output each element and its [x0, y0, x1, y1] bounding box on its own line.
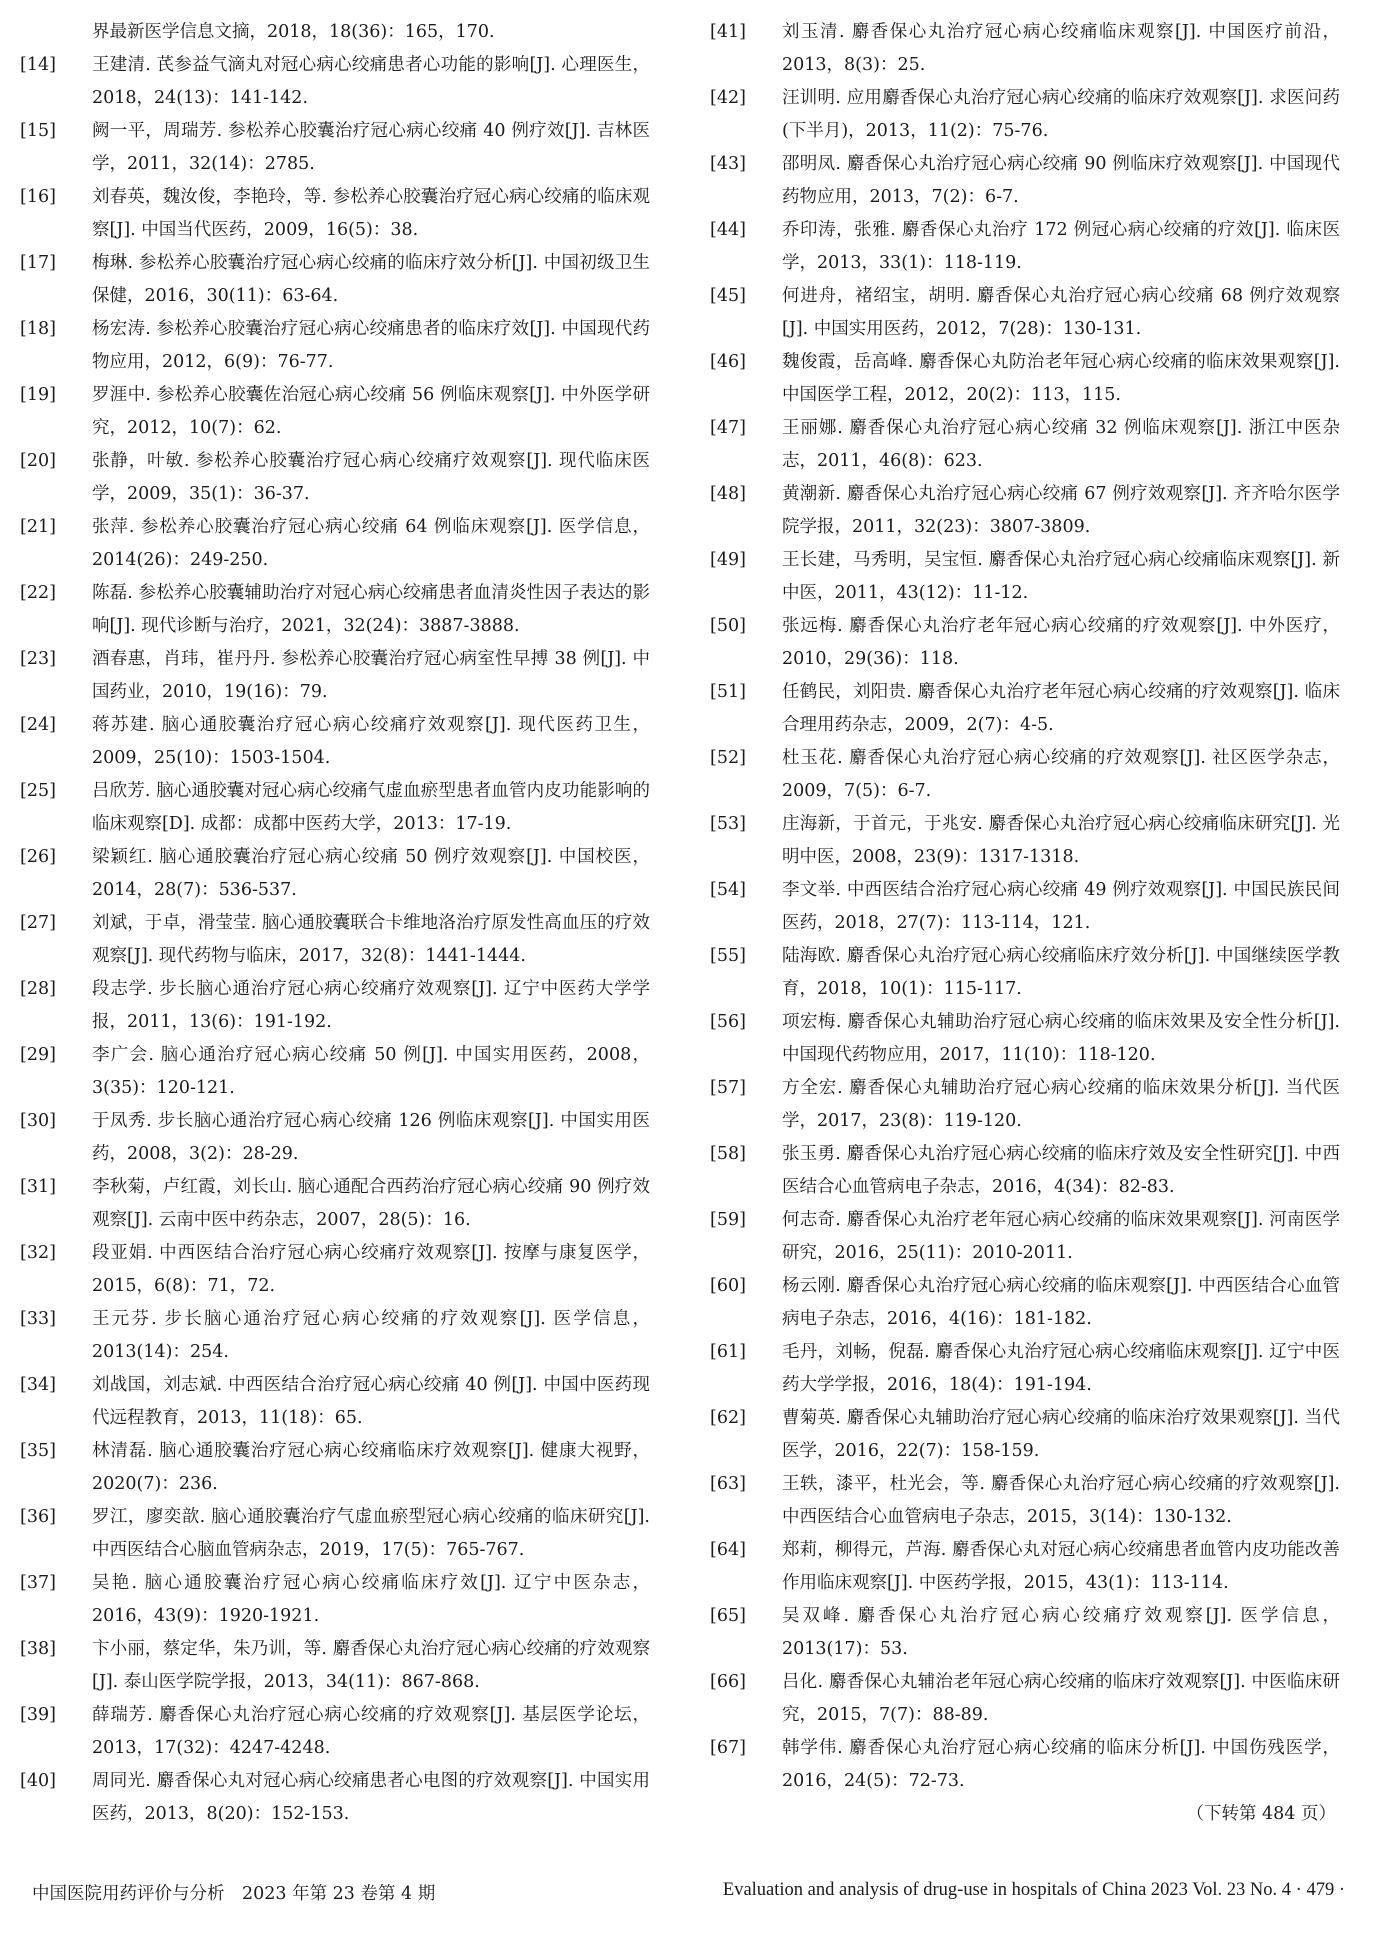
- reference-text: 李秋菊，卢红霞，刘长山. 脑心通配合西药治疗冠心病心绞痛 90 例疗效观察[J]. 云南中医中药杂志，2007，28(5)：16.: [92, 1177, 650, 1230]
- reference-item: [10, 16, 650, 49]
- reference-text: 任鹤民，刘阳贵. 麝香保心丸治疗老年冠心病心绞痛的疗效观察[J]. 临床合理用药杂志，2009，2(7)：4-5.: [782, 682, 1340, 735]
- reference-item: [700, 808, 1340, 874]
- reference-item: [10, 1633, 650, 1699]
- reference-number: [39]: [20, 1705, 56, 1725]
- reference-text: 王建清. 芪参益气滴丸对冠心病心绞痛患者心功能的影响[J]. 心理医生，2018，24(13)：141-142.: [92, 55, 650, 108]
- reference-text: 黄潮新. 麝香保心丸治疗冠心病心绞痛 67 例疗效观察[J]. 齐齐哈尔医学院学报，2011，32(23)：3807-3809.: [782, 484, 1340, 537]
- reference-number: [28]: [20, 979, 56, 999]
- reference-text: 陆海欧. 麝香保心丸治疗冠心病心绞痛临床疗效分析[J]. 中国继续医学教育，2018，10(1)：115-117.: [782, 946, 1340, 999]
- reference-text: 刘玉清. 麝香保心丸治疗冠心病心绞痛临床观察[J]. 中国医疗前沿，2013，8(3)：25.: [782, 22, 1340, 75]
- reference-number: [47]: [710, 418, 746, 438]
- reference-item: [10, 247, 650, 313]
- reference-number: [19]: [20, 385, 56, 405]
- reference-item: [10, 577, 650, 643]
- reference-text: 罗涯中. 参松养心胶囊佐治冠心病心绞痛 56 例临床观察[J]. 中外医学研究，2012，10(7)：62.: [92, 385, 650, 438]
- reference-item: [10, 49, 650, 115]
- reference-text: 段志学. 步长脑心通治疗冠心病心绞痛疗效观察[J]. 辽宁中医药大学学报，2011，13(6)：191-192.: [92, 979, 650, 1032]
- reference-text: 吕化. 麝香保心丸辅治老年冠心病心绞痛的临床疗效观察[J]. 中医临床研究，2015，7(7)：88-89.: [782, 1672, 1340, 1725]
- reference-item: [700, 1600, 1340, 1666]
- reference-text: 薛瑞芳. 麝香保心丸治疗冠心病心绞痛的疗效观察[J]. 基层医学论坛，2013，17(32)：4247-4248.: [92, 1705, 650, 1758]
- reference-number: [22]: [20, 583, 56, 603]
- reference-text: 杜玉花. 麝香保心丸治疗冠心病心绞痛的疗效观察[J]. 社区医学杂志，2009，7(5)：6-7.: [782, 748, 1340, 801]
- reference-number: [21]: [20, 517, 56, 537]
- reference-item: [700, 1336, 1340, 1402]
- reference-item: [700, 676, 1340, 742]
- reference-text: 界最新医学信息文摘，2018，18(36)：165，170.: [92, 22, 495, 42]
- reference-item: [10, 709, 650, 775]
- reference-number: [66]: [710, 1672, 746, 1692]
- reference-item: [10, 1567, 650, 1633]
- reference-item: [10, 973, 650, 1039]
- reference-text: 陈磊. 参松养心胶囊辅助治疗对冠心病心绞痛患者血清炎性因子表达的影响[J]. 现代诊断与治疗，2021，32(24)：3887-3888.: [92, 583, 650, 636]
- reference-number: [35]: [20, 1441, 56, 1461]
- reference-number: [16]: [20, 187, 56, 207]
- reference-number: [25]: [20, 781, 56, 801]
- reference-item: [700, 1072, 1340, 1138]
- reference-number: [31]: [20, 1177, 56, 1197]
- reference-text: 何志奇. 麝香保心丸治疗老年冠心病心绞痛的临床效果观察[J]. 河南医学研究，2016，25(11)：2010-2011.: [782, 1210, 1340, 1263]
- reference-item: [10, 1105, 650, 1171]
- reference-number: [20]: [20, 451, 56, 471]
- reference-text: 杨云刚. 麝香保心丸治疗冠心病心绞痛的临床观察[J]. 中西医结合心血管病电子杂志，2016，4(16)：181-182.: [782, 1276, 1340, 1329]
- footer-journal-cn: 中国医院用药评价与分析 2023 年第 23 卷第 4 期: [32, 1884, 436, 1904]
- reference-text: 汪训明. 应用麝香保心丸治疗冠心病心绞痛的临床疗效观察[J]. 求医问药(下半月)，2013，11(2)：75-76.: [782, 88, 1340, 141]
- reference-item: [700, 1666, 1340, 1732]
- reference-number: [18]: [20, 319, 56, 339]
- reference-number: [64]: [710, 1540, 746, 1560]
- reference-text: 王丽娜. 麝香保心丸治疗冠心病心绞痛 32 例临床观察[J]. 浙江中医杂志，2011，46(8)：623.: [782, 418, 1340, 471]
- reference-text: 李广会. 脑心通治疗冠心病心绞痛 50 例[J]. 中国实用医药，2008，3(35)：120-121.: [92, 1045, 650, 1098]
- reference-number: [52]: [710, 748, 746, 768]
- reference-number: [61]: [710, 1342, 746, 1362]
- reference-text: 王长建，马秀明，吴宝恒. 麝香保心丸治疗冠心病心绞痛临床观察[J]. 新中医，2011，43(12)：11-12.: [782, 550, 1340, 603]
- reference-number: [44]: [710, 220, 746, 240]
- reference-text: 于凤秀. 步长脑心通治疗冠心病心绞痛 126 例临床观察[J]. 中国实用医药，2008，3(2)：28-29.: [92, 1111, 650, 1164]
- reference-item: [10, 907, 650, 973]
- reference-item: [10, 1303, 650, 1369]
- reference-number: [62]: [710, 1408, 746, 1428]
- reference-number: [32]: [20, 1243, 56, 1263]
- reference-item: [700, 1732, 1340, 1798]
- reference-text: 梁颖红. 脑心通胶囊治疗冠心病心绞痛 50 例疗效观察[J]. 中国校医，2014，28(7)：536-537.: [92, 847, 650, 900]
- reference-number: [27]: [20, 913, 56, 933]
- right-column: [700, 16, 1340, 1831]
- reference-item: [10, 115, 650, 181]
- reference-item: [700, 610, 1340, 676]
- reference-item: [10, 1039, 650, 1105]
- reference-text: 刘战国，刘志斌. 中西医结合治疗冠心病心绞痛 40 例[J]. 中国中医药现代远程教育，2013，11(18)：65.: [92, 1375, 650, 1428]
- reference-number: [59]: [710, 1210, 746, 1230]
- reference-number: [34]: [20, 1375, 56, 1395]
- reference-text: 段亚娟. 中西医结合治疗冠心病心绞痛疗效观察[J]. 按摩与康复医学，2015，6(8)：71，72.: [92, 1243, 650, 1296]
- reference-text: 毛丹，刘畅，倪磊. 麝香保心丸治疗冠心病心绞痛临床观察[J]. 辽宁中医药大学学报，2016，18(4)：191-194.: [782, 1342, 1340, 1395]
- reference-item: [700, 214, 1340, 280]
- reference-number: [46]: [710, 352, 746, 372]
- reference-number: [65]: [710, 1606, 746, 1626]
- reference-number: [30]: [20, 1111, 56, 1131]
- reference-item: [10, 313, 650, 379]
- reference-number: [38]: [20, 1639, 56, 1659]
- reference-number: [51]: [710, 682, 746, 702]
- reference-number: [33]: [20, 1309, 56, 1329]
- reference-number: [17]: [20, 253, 56, 273]
- reference-text: 杨宏涛. 参松养心胶囊治疗冠心病心绞痛患者的临床疗效[J]. 中国现代药物应用，2012，6(9)：76-77.: [92, 319, 650, 372]
- reference-item: [10, 775, 650, 841]
- reference-number: [63]: [710, 1474, 746, 1494]
- reference-number: [49]: [710, 550, 746, 570]
- reference-text: 吴双峰. 麝香保心丸治疗冠心病心绞痛疗效观察[J]. 医学信息，2013(17)：53.: [782, 1606, 1340, 1659]
- reference-text: 项宏梅. 麝香保心丸辅助治疗冠心病心绞痛的临床效果及安全性分析[J]. 中国现代药物应用，2017，11(10)：118-120.: [782, 1012, 1340, 1065]
- reference-number: [57]: [710, 1078, 746, 1098]
- reference-number: [24]: [20, 715, 56, 735]
- reference-number: [41]: [710, 22, 746, 42]
- reference-text: 周同光. 麝香保心丸对冠心病心绞痛患者心电图的疗效观察[J]. 中国实用医药，2013，8(20)：152-153.: [92, 1771, 650, 1824]
- reference-item: [10, 1435, 650, 1501]
- reference-item: [700, 1138, 1340, 1204]
- reference-text: 蒋苏建. 脑心通胶囊治疗冠心病心绞痛疗效观察[J]. 现代医药卫生，2009，25(10)：1503-1504.: [92, 715, 650, 768]
- reference-number: [15]: [20, 121, 56, 141]
- reference-text: 郑莉，柳得元，芦海. 麝香保心丸对冠心病心绞痛患者血管内皮功能改善作用临床观察[J]. 中医药学报，2015，43(1)：113-114.: [782, 1540, 1340, 1593]
- reference-number: [23]: [20, 649, 56, 669]
- reference-number: [42]: [710, 88, 746, 108]
- reference-number: [36]: [20, 1507, 56, 1527]
- reference-item: [10, 1171, 650, 1237]
- reference-item: [700, 1006, 1340, 1072]
- reference-item: [700, 544, 1340, 610]
- reference-number: [53]: [710, 814, 746, 834]
- reference-text: 王元芬. 步长脑心通治疗冠心病心绞痛的疗效观察[J]. 医学信息，2013(14)：254.: [92, 1309, 650, 1362]
- left-column: [10, 16, 650, 1831]
- reference-item: [10, 1765, 650, 1831]
- page-footer: [32, 1880, 1345, 1905]
- reference-item: [10, 181, 650, 247]
- reference-item: [700, 1402, 1340, 1468]
- reference-number: [67]: [710, 1738, 746, 1758]
- reference-number: [58]: [710, 1144, 746, 1164]
- continued-note: （下转第 484 页）: [1186, 1804, 1336, 1824]
- reference-item: [10, 841, 650, 907]
- reference-number: [48]: [710, 484, 746, 504]
- reference-text: 王轶，漆平，杜光会，等. 麝香保心丸治疗冠心病心绞痛的疗效观察[J]. 中西医结合心血管病电子杂志，2015，3(14)：130-132.: [782, 1474, 1340, 1527]
- reference-item: [700, 1270, 1340, 1336]
- reference-number: [45]: [710, 286, 746, 306]
- reference-text: 韩学伟. 麝香保心丸治疗冠心病心绞痛的临床分析[J]. 中国伤残医学，2016，24(5)：72-73.: [782, 1738, 1340, 1791]
- reference-text: 邵明凤. 麝香保心丸治疗冠心病心绞痛 90 例临床疗效观察[J]. 中国现代药物应用，2013，7(2)：6-7.: [782, 154, 1340, 207]
- reference-number: [50]: [710, 616, 746, 636]
- reference-text: 张萍. 参松养心胶囊治疗冠心病心绞痛 64 例临床观察[J]. 医学信息，2014(26)：249-250.: [92, 517, 650, 570]
- reference-item: [700, 412, 1340, 478]
- reference-number: [60]: [710, 1276, 746, 1296]
- footer-journal-en: Evaluation and analysis of drug-use in hospitals of China 2023 Vol. 23 No. 4 · 479 ·: [722, 1880, 1345, 1900]
- reference-item: [700, 1534, 1340, 1600]
- reference-item: [700, 1204, 1340, 1270]
- reference-item: [700, 346, 1340, 412]
- reference-text: 梅琳. 参松养心胶囊治疗冠心病心绞痛的临床疗效分析[J]. 中国初级卫生保健，2016，30(11)：63-64.: [92, 253, 650, 306]
- reference-number: [40]: [20, 1771, 56, 1791]
- reference-text: 吕欣芳. 脑心通胶囊对冠心病心绞痛气虚血瘀型患者血管内皮功能影响的临床观察[D]. 成都：成都中医药大学，2013：17-19.: [92, 781, 650, 834]
- reference-item: [700, 874, 1340, 940]
- reference-item: [10, 445, 650, 511]
- reference-item: [700, 940, 1340, 1006]
- reference-number: [54]: [710, 880, 746, 900]
- reference-item: [10, 643, 650, 709]
- reference-number: [29]: [20, 1045, 56, 1065]
- reference-item: [700, 148, 1340, 214]
- reference-text: 庄海新，于首元，于兆安. 麝香保心丸治疗冠心病心绞痛临床研究[J]. 光明中医，2008，23(9)：1317-1318.: [782, 814, 1340, 867]
- reference-number: [14]: [20, 55, 56, 75]
- reference-text: 乔印涛，张雅. 麝香保心丸治疗 172 例冠心病心绞痛的疗效[J]. 临床医学，2013，33(1)：118-119.: [782, 220, 1340, 273]
- reference-text: 何进舟，褚绍宝，胡明. 麝香保心丸治疗冠心病心绞痛 68 例疗效观察[J]. 中国实用医药，2012，7(28)：130-131.: [782, 286, 1340, 339]
- reference-item: [700, 742, 1340, 808]
- reference-item: [700, 1468, 1340, 1534]
- reference-text: 罗江，廖奕歆. 脑心通胶囊治疗气虚血瘀型冠心病心绞痛的临床研究[J]. 中西医结合心脑血管病杂志，2019，17(5)：765-767.: [92, 1507, 650, 1560]
- reference-number: [26]: [20, 847, 56, 867]
- reference-text: 李文举. 中西医结合治疗冠心病心绞痛 49 例疗效观察[J]. 中国民族民间医药，2018，27(7)：113-114，121.: [782, 880, 1340, 933]
- reference-number: [55]: [710, 946, 746, 966]
- reference-item: [10, 511, 650, 577]
- reference-text: 魏俊霞，岳高峰. 麝香保心丸防治老年冠心病心绞痛的临床效果观察[J]. 中国医学工程，2012，20(2)：113，115.: [782, 352, 1340, 405]
- reference-text: 卞小丽，蔡定华，朱乃训，等. 麝香保心丸治疗冠心病心绞痛的疗效观察[J]. 泰山医学院学报，2013，34(11)：867-868.: [92, 1639, 650, 1692]
- reference-text: 曹菊英. 麝香保心丸辅助治疗冠心病心绞痛的临床治疗效果观察[J]. 当代医学，2016，22(7)：158-159.: [782, 1408, 1340, 1461]
- reference-item: [10, 379, 650, 445]
- reference-item: [10, 1369, 650, 1435]
- reference-item: [700, 82, 1340, 148]
- reference-item: [10, 1237, 650, 1303]
- reference-item: [700, 280, 1340, 346]
- reference-text: 阙一平，周瑞芳. 参松养心胶囊治疗冠心病心绞痛 40 例疗效[J]. 吉林医学，2011，32(14)：2785.: [92, 121, 650, 174]
- reference-text: 方全宏. 麝香保心丸辅助治疗冠心病心绞痛的临床效果分析[J]. 当代医学，2017，23(8)：119-120.: [782, 1078, 1340, 1131]
- reference-number: [56]: [710, 1012, 746, 1032]
- reference-item: [700, 16, 1340, 82]
- reference-text: 林清磊. 脑心通胶囊治疗冠心病心绞痛临床疗效观察[J]. 健康大视野，2020(7)：236.: [92, 1441, 650, 1494]
- reference-text: 张静，叶敏. 参松养心胶囊治疗冠心病心绞痛疗效观察[J]. 现代临床医学，2009，35(1)：36-37.: [92, 451, 650, 504]
- reference-text: 吴艳. 脑心通胶囊治疗冠心病心绞痛临床疗效[J]. 辽宁中医杂志，2016，43(9)：1920-1921.: [92, 1573, 650, 1626]
- reference-text: 张远梅. 麝香保心丸治疗老年冠心病心绞痛的疗效观察[J]. 中外医疗，2010，29(36)：118.: [782, 616, 1340, 669]
- reference-item: [10, 1501, 650, 1567]
- reference-text: 刘斌，于卓，滑莹莹. 脑心通胶囊联合卡维地洛治疗原发性高血压的疗效观察[J]. 现代药物与临床，2017，32(8)：1441-1444.: [92, 913, 650, 966]
- reference-item: [700, 478, 1340, 544]
- reference-text: 酒春惠，肖玮，崔丹丹. 参松养心胶囊治疗冠心病室性早搏 38 例[J]. 中国药业，2010，19(16)：79.: [92, 649, 650, 702]
- reference-text: 张玉勇. 麝香保心丸治疗冠心病心绞痛的临床疗效及安全性研究[J]. 中西医结合心血管病电子杂志，2016，4(34)：82-83.: [782, 1144, 1340, 1197]
- reference-text: 刘春英，魏汝俊，李艳玲，等. 参松养心胶囊治疗冠心病心绞痛的临床观察[J]. 中国当代医药，2009，16(5)：38.: [92, 187, 650, 240]
- reference-item: [10, 1699, 650, 1765]
- reference-number: [37]: [20, 1573, 56, 1593]
- reference-number: [43]: [710, 154, 746, 174]
